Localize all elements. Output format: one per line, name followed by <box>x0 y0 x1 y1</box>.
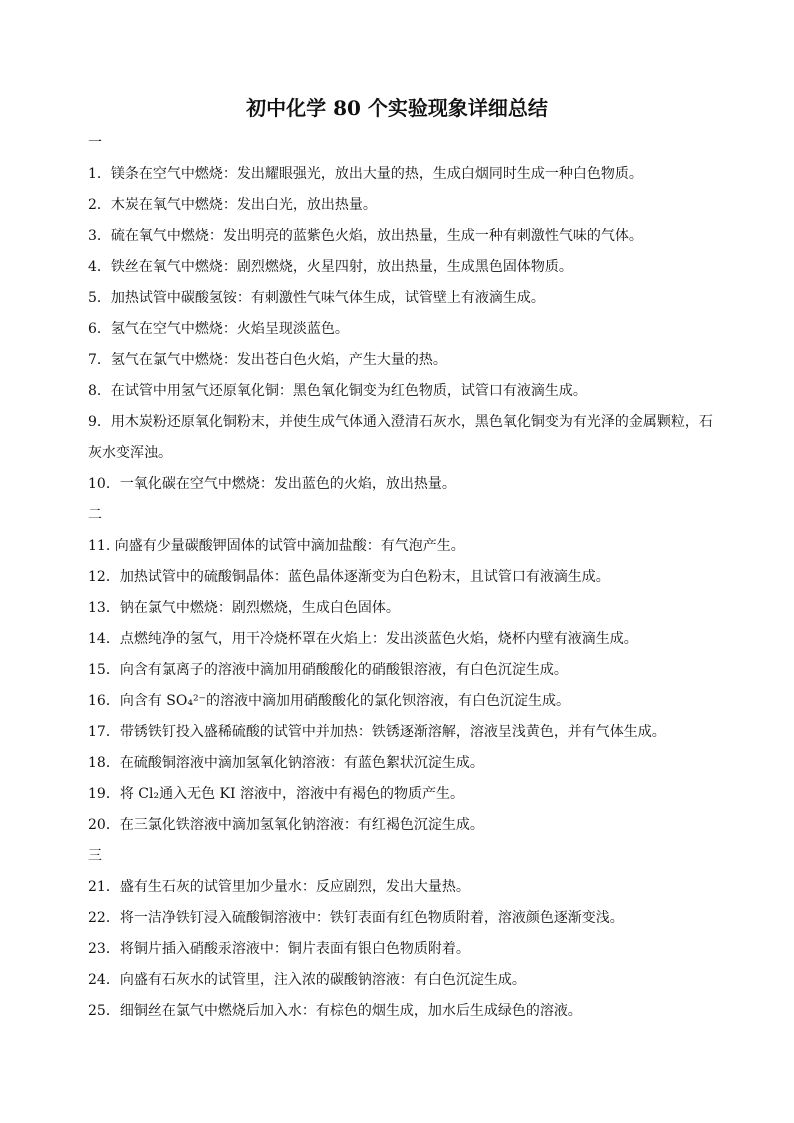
list-item: 3．硫在氧气中燃烧：发出明亮的蓝紫色火焰，放出热量，生成一种有刺激性气味的气体。 <box>88 228 643 244</box>
list-item: 14．点燃纯净的氢气，用干冷烧杯罩在火焰上：发出淡蓝色火焰，烧杯内壁有液滴生成。 <box>88 631 638 647</box>
list-item: 4．铁丝在氧气中燃烧：剧烈燃烧，火星四射，放出热量，生成黑色固体物质。 <box>88 259 573 275</box>
list-item: 25．细铜丝在氯气中燃烧后加入水：有棕色的烟生成，加水后生成绿色的溶液。 <box>88 1003 582 1019</box>
list-item: 17．带锈铁钉投入盛稀硫酸的试管中并加热：铁锈逐渐溶解，溶液呈浅黄色，并有气体生成。 <box>88 724 666 740</box>
list-item: 20．在三氯化铁溶液中滴加氢氧化钠溶液：有红褐色沉淀生成。 <box>88 817 484 833</box>
list-item: 15．向含有氯离子的溶液中滴加用硝酸酸化的硝酸银溶液，有白色沉淀生成。 <box>88 662 568 678</box>
list-item: 6．氢气在空气中燃烧：火焰呈现淡蓝色。 <box>88 321 349 337</box>
document-title: 初中化学 80 个实验现象详细总结 <box>246 96 548 120</box>
list-item: 10．一氧化碳在空气中燃烧：发出蓝色的火焰，放出热量。 <box>88 476 456 492</box>
list-item: 2．木炭在氧气中燃烧：发出白光，放出热量。 <box>88 197 377 213</box>
section-heading-2: 二 <box>88 507 102 523</box>
list-item: 22．将一洁净铁钉浸入硫酸铜溶液中：铁钉表面有红色物质附着，溶液颜色逐渐变浅。 <box>88 910 624 926</box>
list-item: 23．将铜片插入硝酸汞溶液中：铜片表面有银白色物质附着。 <box>88 941 470 957</box>
list-item: 18．在硫酸铜溶液中滴加氢氧化钠溶液：有蓝色絮状沉淀生成。 <box>88 755 484 771</box>
list-item: 13．钠在氯气中燃烧：剧烈燃烧，生成白色固体。 <box>88 600 400 616</box>
list-item: 1．镁条在空气中燃烧：发出耀眼强光，放出大量的热，生成白烟同时生成一种白色物质。 <box>88 166 643 182</box>
list-item: 5．加热试管中碳酸氢铵：有刺激性气味气体生成，试管壁上有液滴生成。 <box>88 290 545 306</box>
list-item: 16．向含有 SO₄²⁻的溶液中滴加用硝酸酸化的氯化钡溶液，有白色沉淀生成。 <box>88 693 570 709</box>
section-heading-3: 三 <box>88 848 102 864</box>
document-body <box>88 128 718 1027</box>
list-item: 19．将 Cl₂通入无色 KI 溶液中，溶液中有褐色的物质产生。 <box>88 786 464 802</box>
list-item: 9．用木炭粉还原氧化铜粉末，并使生成气体通入澄清石灰水，黑色氧化铜变为有光泽的金属颗粒，石灰水变浑浊。 <box>88 414 713 461</box>
list-item: 8．在试管中用氢气还原氧化铜：黑色氧化铜变为红色物质，试管口有液滴生成。 <box>88 383 587 399</box>
list-item: 7．氢气在氯气中燃烧：发出苍白色火焰，产生大量的热。 <box>88 352 447 368</box>
list-item: 21．盛有生石灰的试管里加少量水：反应剧烈，发出大量热。 <box>88 879 470 895</box>
section-heading-1: 一 <box>88 135 102 151</box>
list-item: 12．加热试管中的硫酸铜晶体：蓝色晶体逐渐变为白色粉末，且试管口有液滴生成。 <box>88 569 610 585</box>
list-item: 24．向盛有石灰水的试管里，注入浓的碳酸钠溶液：有白色沉淀生成。 <box>88 972 526 988</box>
list-item: 11. 向盛有少量碳酸钾固体的试管中滴加盐酸：有气泡产生。 <box>88 538 465 554</box>
